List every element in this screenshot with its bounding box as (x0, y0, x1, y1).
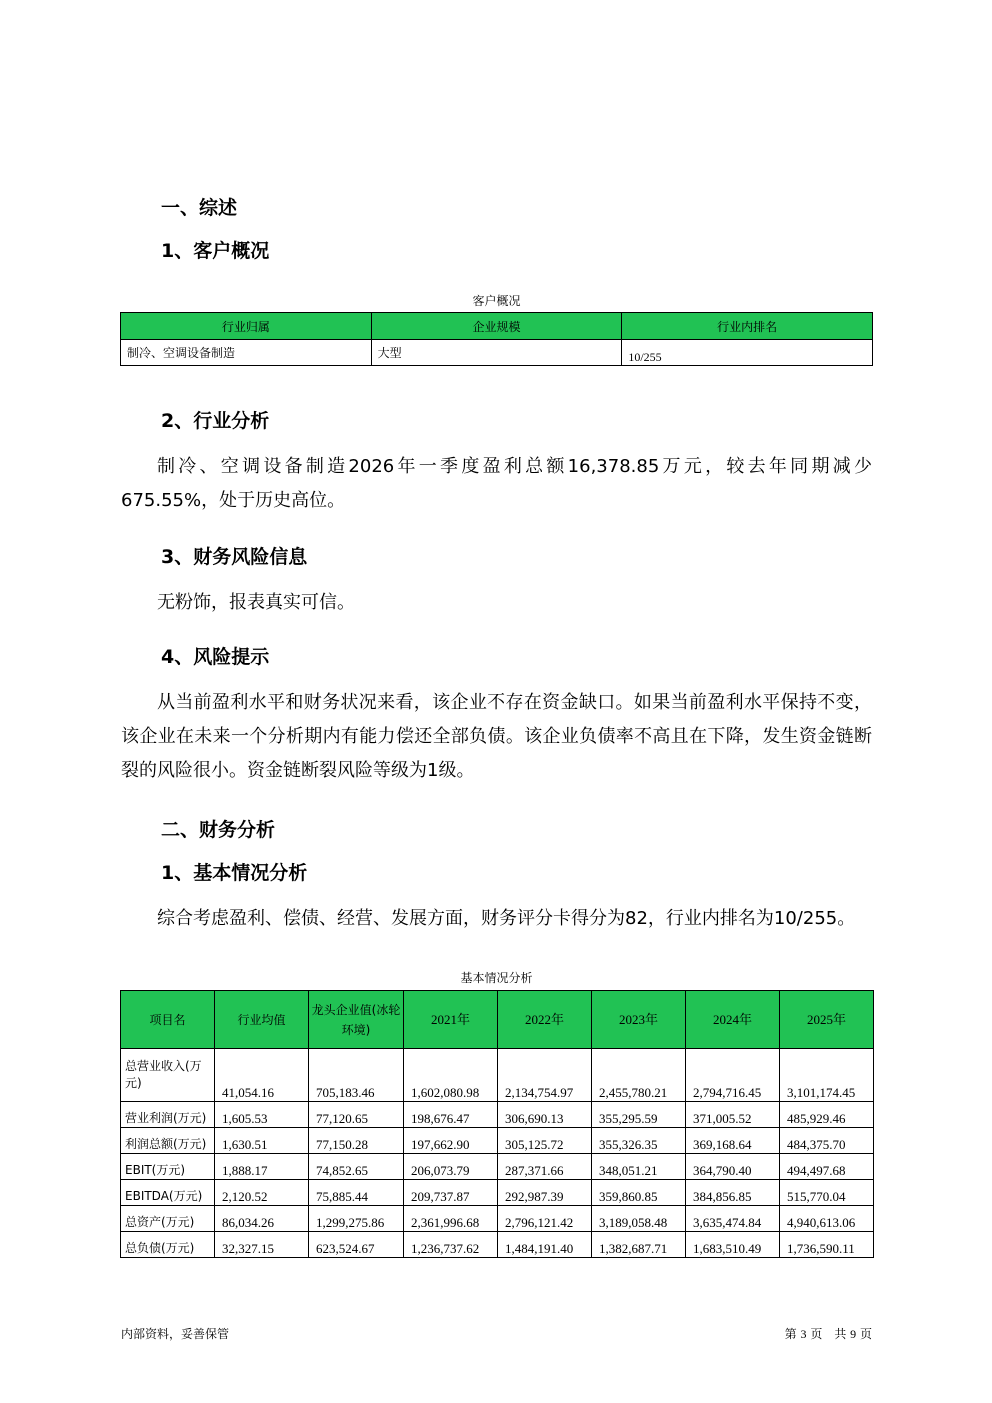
row-label: EBIT(万元) (121, 1154, 215, 1180)
table-header-cell: 2025年 (780, 991, 874, 1049)
table-header-cell: 企业规模 (371, 313, 622, 340)
table-header-cell: 行业内排名 (622, 313, 873, 340)
table-header-cell: 2021年 (404, 991, 498, 1049)
table-cell: 3,635,474.84 (686, 1206, 780, 1232)
table-cell: 355,295.59 (592, 1102, 686, 1128)
table-cell: 515,770.04 (780, 1180, 874, 1206)
table-cell: 197,662.90 (404, 1128, 498, 1154)
table-cell: 359,860.85 (592, 1180, 686, 1206)
table-cell: 371,005.52 (686, 1102, 780, 1128)
table-header-cell: 龙头企业值(冰轮环境) (309, 991, 404, 1049)
table-cell: 705,183.46 (309, 1049, 404, 1102)
table-cell: 364,790.40 (686, 1154, 780, 1180)
table-row (121, 1102, 874, 1128)
table-cell: 484,375.70 (780, 1128, 874, 1154)
section-title-overview: 一、综述 (161, 197, 238, 219)
page-total: 9 (850, 1327, 857, 1341)
table-header-cell: 行业归属 (121, 313, 372, 340)
table-cell: 292,987.39 (498, 1180, 592, 1206)
table-cell: 3,189,058.48 (592, 1206, 686, 1232)
table-cell: 494,497.68 (780, 1154, 874, 1180)
overview-table-header (121, 313, 873, 340)
table-cell: 384,856.85 (686, 1180, 780, 1206)
subsection-title-risk-warning: 4、风险提示 (161, 646, 270, 668)
table-header-cell: 项目名 (121, 991, 215, 1049)
table-cell: 198,676.47 (404, 1102, 498, 1128)
table-cell: 3,101,174.45 (780, 1049, 874, 1102)
table-cell: 2,455,780.21 (592, 1049, 686, 1102)
table-header-cell: 2022年 (498, 991, 592, 1049)
overview-table-caption: 客户概况 (472, 294, 521, 308)
table-cell: 369,168.64 (686, 1128, 780, 1154)
subsection-title-basic: 1、基本情况分析 (161, 862, 308, 884)
table-header-cell: 2023年 (592, 991, 686, 1049)
table-row (121, 1049, 874, 1102)
row-label: 营业利润(万元) (121, 1102, 215, 1128)
table-cell: 制冷、空调设备制造 (121, 340, 372, 366)
table-cell: 1,236,737.62 (404, 1232, 498, 1258)
subsection-title-risk-info: 3、财务风险信息 (161, 546, 308, 568)
overview-table (120, 312, 873, 366)
footer-confidential-note: 内部资料，妥善保管 (121, 1327, 230, 1341)
row-label: 总资产(万元) (121, 1206, 215, 1232)
basic-table (120, 990, 874, 1258)
basic-table-caption: 基本情况分析 (460, 971, 533, 985)
row-label: 总营业收入(万元) (121, 1049, 215, 1102)
page-number (785, 1325, 872, 1342)
table-cell: 623,524.67 (309, 1232, 404, 1258)
table-header-cell: 2024年 (686, 991, 780, 1049)
table-cell: 305,125.72 (498, 1128, 592, 1154)
table-cell: 1,484,191.40 (498, 1232, 592, 1258)
table-cell: 1,888.17 (215, 1154, 309, 1180)
risk-warning-text: 从当前盈利水平和财务状况来看，该企业不存在资金缺口。如果当前盈利水平保持不变，该企业在未来一个分析期内有能力偿还全部负债。该企业负债率不高且在下降，发生资金链断裂的风险很小。资金链断裂风险等级为1级。 (121, 692, 872, 781)
table-cell: 77,120.65 (309, 1102, 404, 1128)
row-label: 总负债(万元) (121, 1232, 215, 1258)
basic-analysis-text: 综合考虑盈利、偿债、经营、发展方面，财务评分卡得分为82，行业内排名为10/255。 (157, 908, 856, 929)
table-row (121, 1232, 874, 1258)
row-label: EBITDA(万元) (121, 1180, 215, 1206)
table-header-cell: 行业均值 (215, 991, 309, 1049)
table-cell: 1,630.51 (215, 1128, 309, 1154)
subsection-title-industry: 2、行业分析 (161, 410, 270, 432)
basic-table-header (121, 991, 874, 1049)
table-cell: 355,326.35 (592, 1128, 686, 1154)
table-cell: 74,852.65 (309, 1154, 404, 1180)
table-cell: 75,885.44 (309, 1180, 404, 1206)
industry-analysis-text: 制冷、空调设备制造2026年一季度盈利总额16,378.85万元，较去年同期减少675.55%，处于历史高位。 (121, 456, 872, 511)
table-row (121, 1180, 874, 1206)
page-prefix: 第 (784, 1327, 797, 1341)
table-cell: 485,929.46 (780, 1102, 874, 1128)
table-row (121, 1154, 874, 1180)
table-row (121, 1128, 874, 1154)
table-cell: 4,940,613.06 (780, 1206, 874, 1232)
table-cell: 2,794,716.45 (686, 1049, 780, 1102)
row-label: 利润总额(万元) (121, 1128, 215, 1154)
table-cell: 1,736,590.11 (780, 1232, 874, 1258)
table-cell: 206,073.79 (404, 1154, 498, 1180)
risk-info-text: 无粉饰，报表真实可信。 (157, 592, 355, 613)
section-title-finance: 二、财务分析 (161, 819, 276, 841)
table-row (121, 1206, 874, 1232)
page-mid: 页 共 (810, 1327, 847, 1341)
table-cell: 10/255 (622, 340, 873, 366)
table-cell: 2,361,996.68 (404, 1206, 498, 1232)
table-cell: 2,796,121.42 (498, 1206, 592, 1232)
table-cell: 209,737.87 (404, 1180, 498, 1206)
table-cell: 306,690.13 (498, 1102, 592, 1128)
table-cell: 41,054.16 (215, 1049, 309, 1102)
subsection-title-customer: 1、客户概况 (161, 240, 270, 262)
table-cell: 2,120.52 (215, 1180, 309, 1206)
table-cell: 1,683,510.49 (686, 1232, 780, 1258)
table-row (121, 340, 873, 366)
table-cell: 1,299,275.86 (309, 1206, 404, 1232)
table-cell: 77,150.28 (309, 1128, 404, 1154)
table-cell: 348,051.21 (592, 1154, 686, 1180)
table-cell: 大型 (371, 340, 622, 366)
table-cell: 86,034.26 (215, 1206, 309, 1232)
page-suffix: 页 (859, 1327, 872, 1341)
table-cell: 1,602,080.98 (404, 1049, 498, 1102)
table-cell: 1,605.53 (215, 1102, 309, 1128)
table-cell: 1,382,687.71 (592, 1232, 686, 1258)
table-cell: 287,371.66 (498, 1154, 592, 1180)
table-cell: 2,134,754.97 (498, 1049, 592, 1102)
table-cell: 32,327.15 (215, 1232, 309, 1258)
page-current: 3 (800, 1327, 807, 1341)
